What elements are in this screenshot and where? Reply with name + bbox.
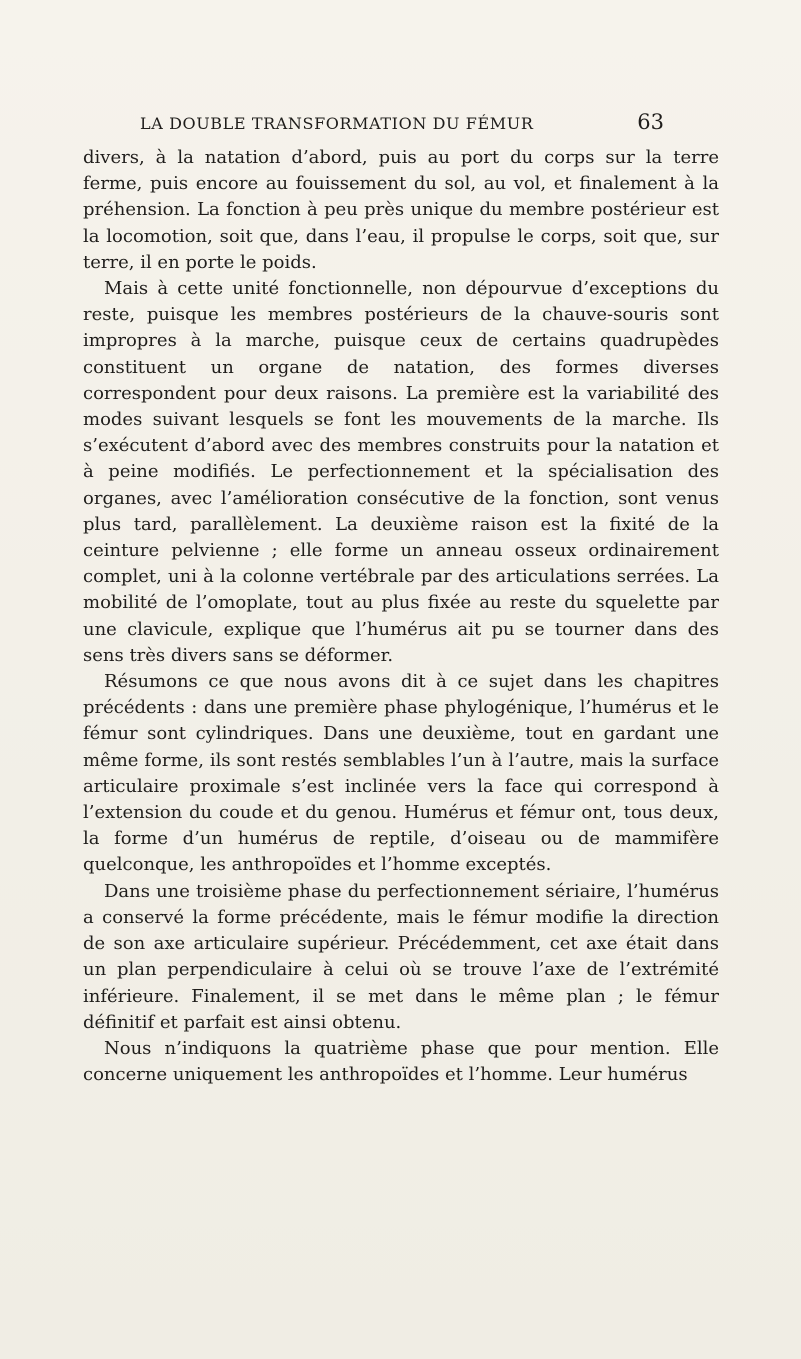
paragraph-1: divers, à la natation d’abord, puis au port du corps sur la terre ferme, puis encore au fouissement du sol, au vol, et finalement à la préhension. La fonction à peu près unique du membre postérieur est la locomotion, soit que, dans l’eau, il propulse le corps, soit que, sur terre, il en porte le poids.: [83, 147, 719, 273]
page-number: 63: [637, 110, 664, 134]
paragraph-5: Nous n’indiquons la quatrième phase que pour mention. Elle concerne uniquement les anthropoïdes et l’homme. Leur humérus: [83, 1037, 719, 1086]
body-text: [83, 145, 719, 1088]
paragraph-4: Dans une troisième phase du perfectionnement sériaire, l’humérus a conservé la forme précédente, mais le fémur modifie la direction de son axe articulaire supérieur. Précédemment, cet axe était dans un plan perpendiculaire à celui où se trouve l’axe de l’extrémité inférieure. Finalement, il se met dans le même plan ; le fémur définitif et parfait est ainsi obtenu.: [83, 880, 719, 1033]
running-title: LA DOUBLE TRANSFORMATION DU FÉMUR: [140, 114, 534, 133]
paragraph-2: Mais à cette unité fonctionnelle, non dépourvue d’exceptions du reste, puisque les membres postérieurs de la chauve-souris sont impropres à la marche, puisque ceux de certains quadrupèdes constituent un organe de natation, des formes diverses correspondent pour deux raisons. La première est la variabilité des modes suivant lesquels se font les mouvements de la marche. Ils s’exécutent d’abord avec des membres construits pour la natation et à peine modifiés. Le perfectionnement et la spécialisation des organes, avec l’amélioration consécutive de la fonction, sont venus plus tard, parallèlement. La deuxième raison est la fixité de la ceinture pelvienne ; elle forme un anneau osseux ordinairement complet, uni à la colonne vertébrale par des articulations serrées. La mobilité de l’omoplate, tout au plus fixée au reste du squelette par une clavicule, explique que l’humérus ait pu se tourner dans des sens très divers sans se déformer.: [83, 278, 719, 666]
page-header: [0, 110, 801, 138]
paragraph-3: Résumons ce que nous avons dit à ce sujet dans les chapitres précédents : dans une première phase phylogénique, l’humérus et le fémur sont cylindriques. Dans une deuxième, tout en gardant une même forme, ils sont restés semblables l’un à l’autre, mais la surface articulaire proximale s’est inclinée vers la face qui correspond à l’extension du coude et du genou. Humérus et fémur ont, tous deux, la forme d’un humérus de reptile, d’oiseau ou de mammifère quelconque, les anthropoïdes et l’homme exceptés.: [83, 671, 719, 876]
